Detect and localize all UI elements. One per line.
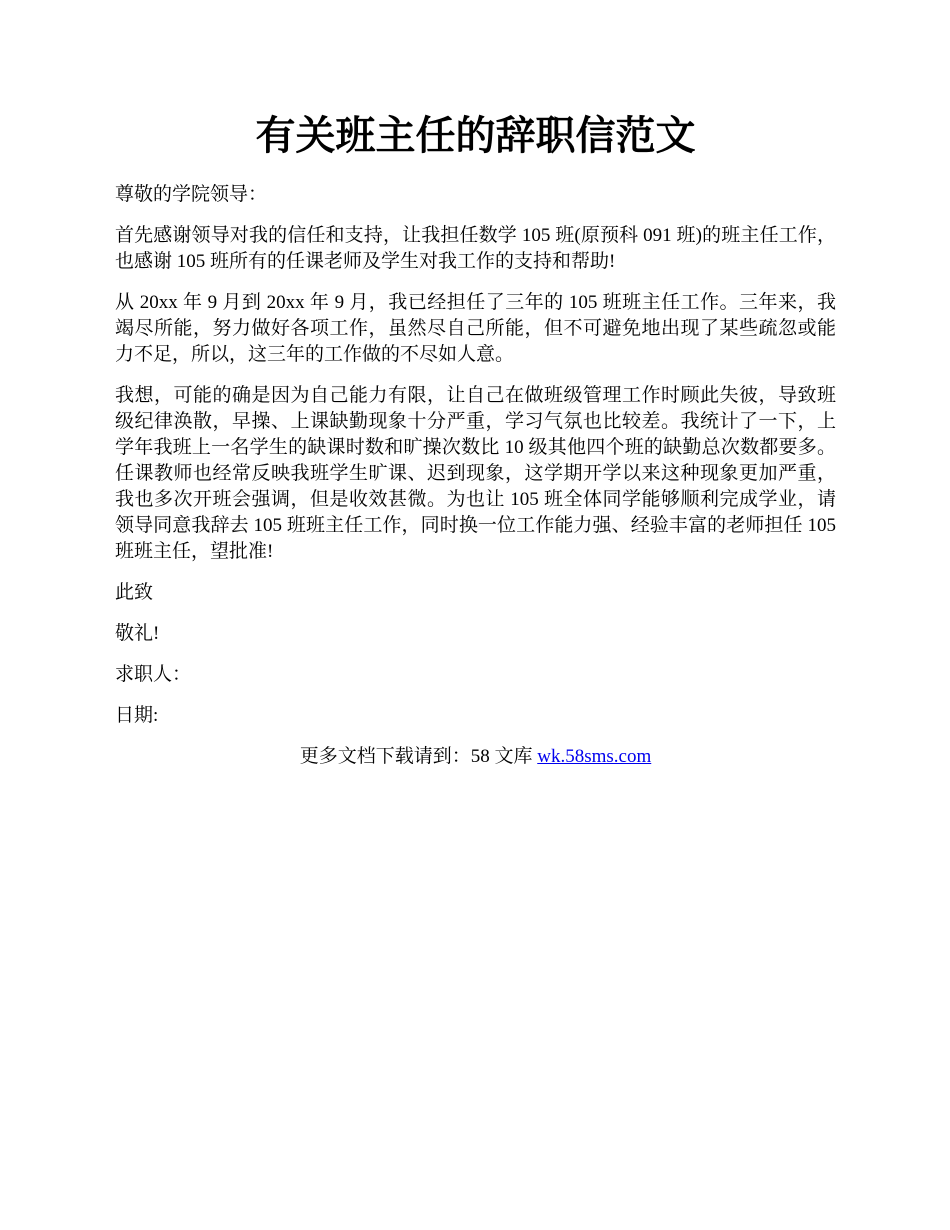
closing-applicant: 求职人： — [115, 664, 192, 685]
paragraph-1: 首先感谢领导对我的信任和支持，让我担任数学 105 班(原预科 091 班)的班主任工作，也感谢 105 班所有的任课老师及学生对我工作的支持和帮助! — [115, 225, 836, 272]
footer-text: 更多文档下载请到：58 文库 — [299, 746, 538, 767]
closing-jingli: 敬礼! — [115, 623, 160, 644]
closing-cizhi: 此致 — [115, 582, 154, 603]
paragraph-3: 我想，可能的确是因为自己能力有限，让自己在做班级管理工作时顾此失彼，导致班级纪律涣散，早操、上课缺勤现象十分严重，学习气氛也比较差。我统计了一下，上学年我班上一名学生的缺课时数和旷操次数比 10 级其他四个班的缺勤总次数都要多。任课教师也经常反映我班学生旷课、迟到现象，这学期开学以来这种现象更加严重，我也多次开班会强调，但是收效甚微。为也让 105 班全体同学能够顺利完成学业，请领导同意我辞去 105 班班主任工作，同时换一位工作能力强、经验丰富的老师担任 105 班班主任，望批准! — [115, 385, 836, 562]
footer-link[interactable]: wk.58sms.com — [537, 746, 652, 767]
closing-date: 日期: — [115, 705, 159, 726]
salutation: 尊敬的学院领导： — [115, 184, 268, 205]
paragraph-2: 从 20xx 年 9 月到 20xx 年 9 月，我已经担任了三年的 105 班班主任工作。三年来，我竭尽所能，努力做好各项工作，虽然尽自己所能，但不可避免地出现了某些疏忽或能力不足，所以，这三年的工作做的不尽如人意。 — [115, 292, 836, 365]
footer — [115, 744, 836, 770]
page-title: 有关班主任的辞职信范文 — [255, 113, 696, 158]
